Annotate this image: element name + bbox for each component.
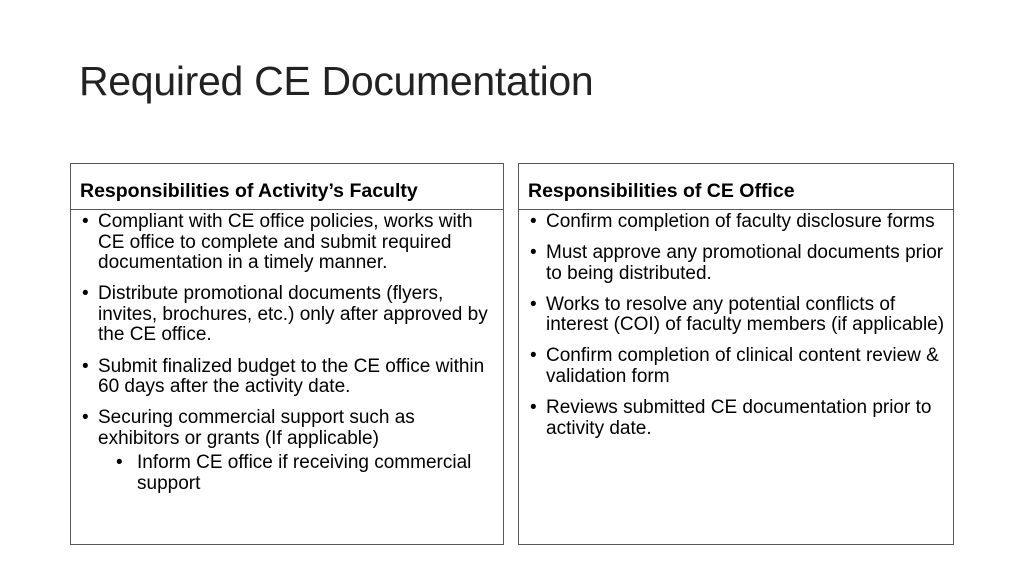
list-item: • Submit finalized budget to the CE office within 60 days after the activity date. [71, 357, 503, 398]
faculty-bullet-list [71, 210, 503, 495]
list-item: • Must approve any promotional documents prior to being distributed. [519, 243, 953, 284]
sub-list-item: • Inform CE office if receiving commercial support [98, 453, 499, 494]
list-item-text: Securing commercial support such as exhibitors or grants (If applicable) [98, 407, 415, 449]
list-item: • Compliant with CE office policies, works with CE office to complete and submit required documentation in a timely manner. [71, 212, 503, 274]
list-item [71, 408, 503, 494]
ce-office-bullet-list [519, 210, 953, 439]
list-item: • Confirm completion of faculty disclosure forms [519, 212, 953, 233]
faculty-responsibilities-panel [70, 163, 504, 545]
sub-bullet-list [98, 453, 499, 494]
list-item: • Distribute promotional documents (flyers, invites, brochures, etc.) only after approved by the CE office. [71, 284, 503, 346]
list-item: • Reviews submitted CE documentation prior to activity date. [519, 398, 953, 439]
ce-office-responsibilities-panel [518, 163, 954, 545]
faculty-panel-header: Responsibilities of Activity’s Faculty [71, 164, 503, 210]
slide-title: Required CE Documentation [79, 58, 594, 104]
list-item: • Confirm completion of clinical content review & validation form [519, 346, 953, 387]
list-item: • Works to resolve any potential conflicts of interest (COI) of faculty members (if applicable) [519, 295, 953, 336]
ce-office-panel-header: Responsibilities of CE Office [519, 164, 953, 210]
